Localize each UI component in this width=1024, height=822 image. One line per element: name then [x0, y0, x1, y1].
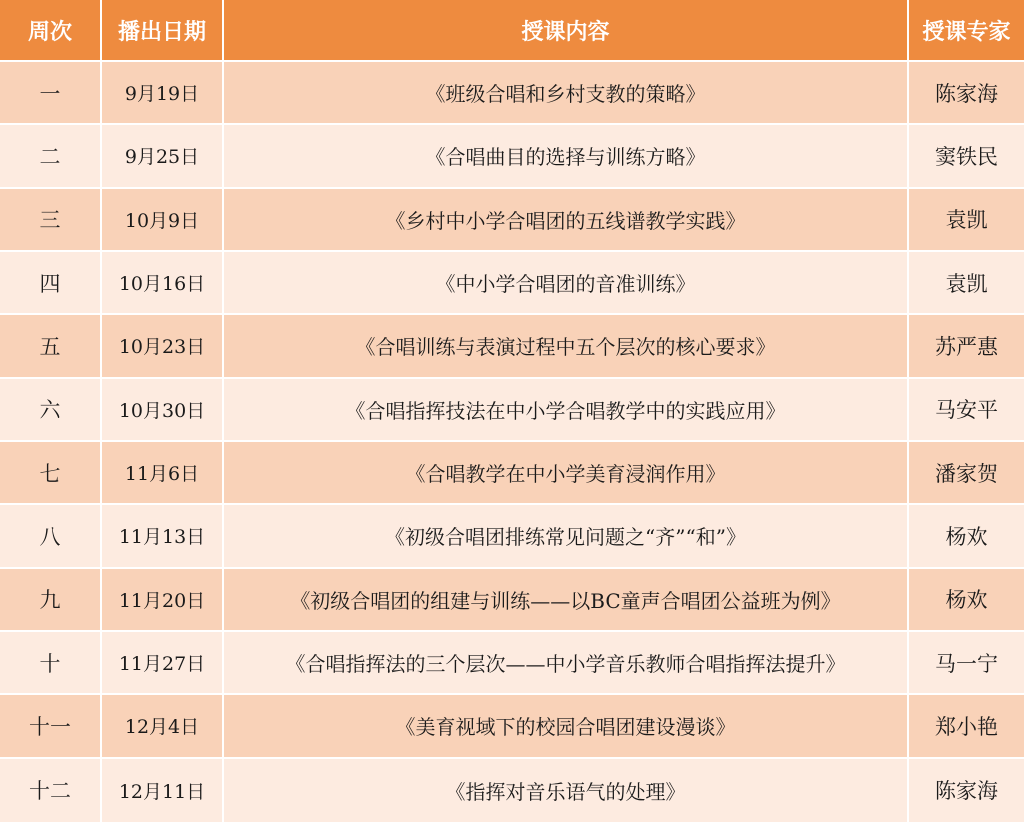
date-cell: 10月9日	[102, 189, 224, 252]
expert-cell: 马一宁	[909, 632, 1024, 695]
content-cell: 《合唱指挥技法在中小学合唱教学中的实践应用》	[224, 379, 909, 442]
table-row	[0, 252, 1024, 315]
content-cell: 《合唱曲目的选择与训练方略》	[224, 125, 909, 188]
expert-cell: 郑小艳	[909, 695, 1024, 758]
content-cell: 《班级合唱和乡村支教的策略》	[224, 62, 909, 125]
expert-cell: 潘家贺	[909, 442, 1024, 505]
content-cell: 《合唱指挥法的三个层次——中小学音乐教师合唱指挥法提升》	[224, 632, 909, 695]
content-cell: 《中小学合唱团的音准训练》	[224, 252, 909, 315]
date-cell: 10月16日	[102, 252, 224, 315]
header-air-date: 播出日期	[102, 0, 224, 62]
week-cell: 一	[0, 62, 102, 125]
table-row	[0, 505, 1024, 568]
date-cell: 11月27日	[102, 632, 224, 695]
week-cell: 八	[0, 505, 102, 568]
week-cell: 十	[0, 632, 102, 695]
date-cell: 9月25日	[102, 125, 224, 188]
date-cell: 10月30日	[102, 379, 224, 442]
content-cell: 《乡村中小学合唱团的五线谱教学实践》	[224, 189, 909, 252]
expert-cell: 杨欢	[909, 569, 1024, 632]
header-row	[0, 0, 1024, 62]
table-row	[0, 189, 1024, 252]
table-row	[0, 442, 1024, 505]
content-cell: 《合唱训练与表演过程中五个层次的核心要求》	[224, 315, 909, 378]
header-week: 周次	[0, 0, 102, 62]
week-cell: 五	[0, 315, 102, 378]
table-row	[0, 695, 1024, 758]
date-cell: 9月19日	[102, 62, 224, 125]
content-cell: 《美育视域下的校园合唱团建设漫谈》	[224, 695, 909, 758]
content-cell: 《初级合唱团排练常见问题之“齐”“和”》	[224, 505, 909, 568]
header-content: 授课内容	[224, 0, 909, 62]
table-row	[0, 632, 1024, 695]
expert-cell: 陈家海	[909, 62, 1024, 125]
table-row	[0, 125, 1024, 188]
expert-cell: 袁凯	[909, 189, 1024, 252]
content-cell: 《指挥对音乐语气的处理》	[224, 759, 909, 822]
table-body	[0, 62, 1024, 822]
header-expert: 授课专家	[909, 0, 1024, 62]
week-cell: 七	[0, 442, 102, 505]
expert-cell: 袁凯	[909, 252, 1024, 315]
week-cell: 三	[0, 189, 102, 252]
table-row	[0, 569, 1024, 632]
content-cell: 《合唱教学在中小学美育浸润作用》	[224, 442, 909, 505]
week-cell: 九	[0, 569, 102, 632]
table-row	[0, 62, 1024, 125]
expert-cell: 窦铁民	[909, 125, 1024, 188]
table-row	[0, 759, 1024, 822]
date-cell: 11月13日	[102, 505, 224, 568]
date-cell: 11月6日	[102, 442, 224, 505]
date-cell: 12月4日	[102, 695, 224, 758]
week-cell: 二	[0, 125, 102, 188]
date-cell: 10月23日	[102, 315, 224, 378]
expert-cell: 苏严惠	[909, 315, 1024, 378]
date-cell: 11月20日	[102, 569, 224, 632]
expert-cell: 杨欢	[909, 505, 1024, 568]
table-row	[0, 379, 1024, 442]
date-cell: 12月11日	[102, 759, 224, 822]
expert-cell: 马安平	[909, 379, 1024, 442]
week-cell: 六	[0, 379, 102, 442]
week-cell: 十二	[0, 759, 102, 822]
table-row	[0, 315, 1024, 378]
table-header	[0, 0, 1024, 62]
content-cell: 《初级合唱团的组建与训练——以BC童声合唱团公益班为例》	[224, 569, 909, 632]
week-cell: 十一	[0, 695, 102, 758]
week-cell: 四	[0, 252, 102, 315]
expert-cell: 陈家海	[909, 759, 1024, 822]
